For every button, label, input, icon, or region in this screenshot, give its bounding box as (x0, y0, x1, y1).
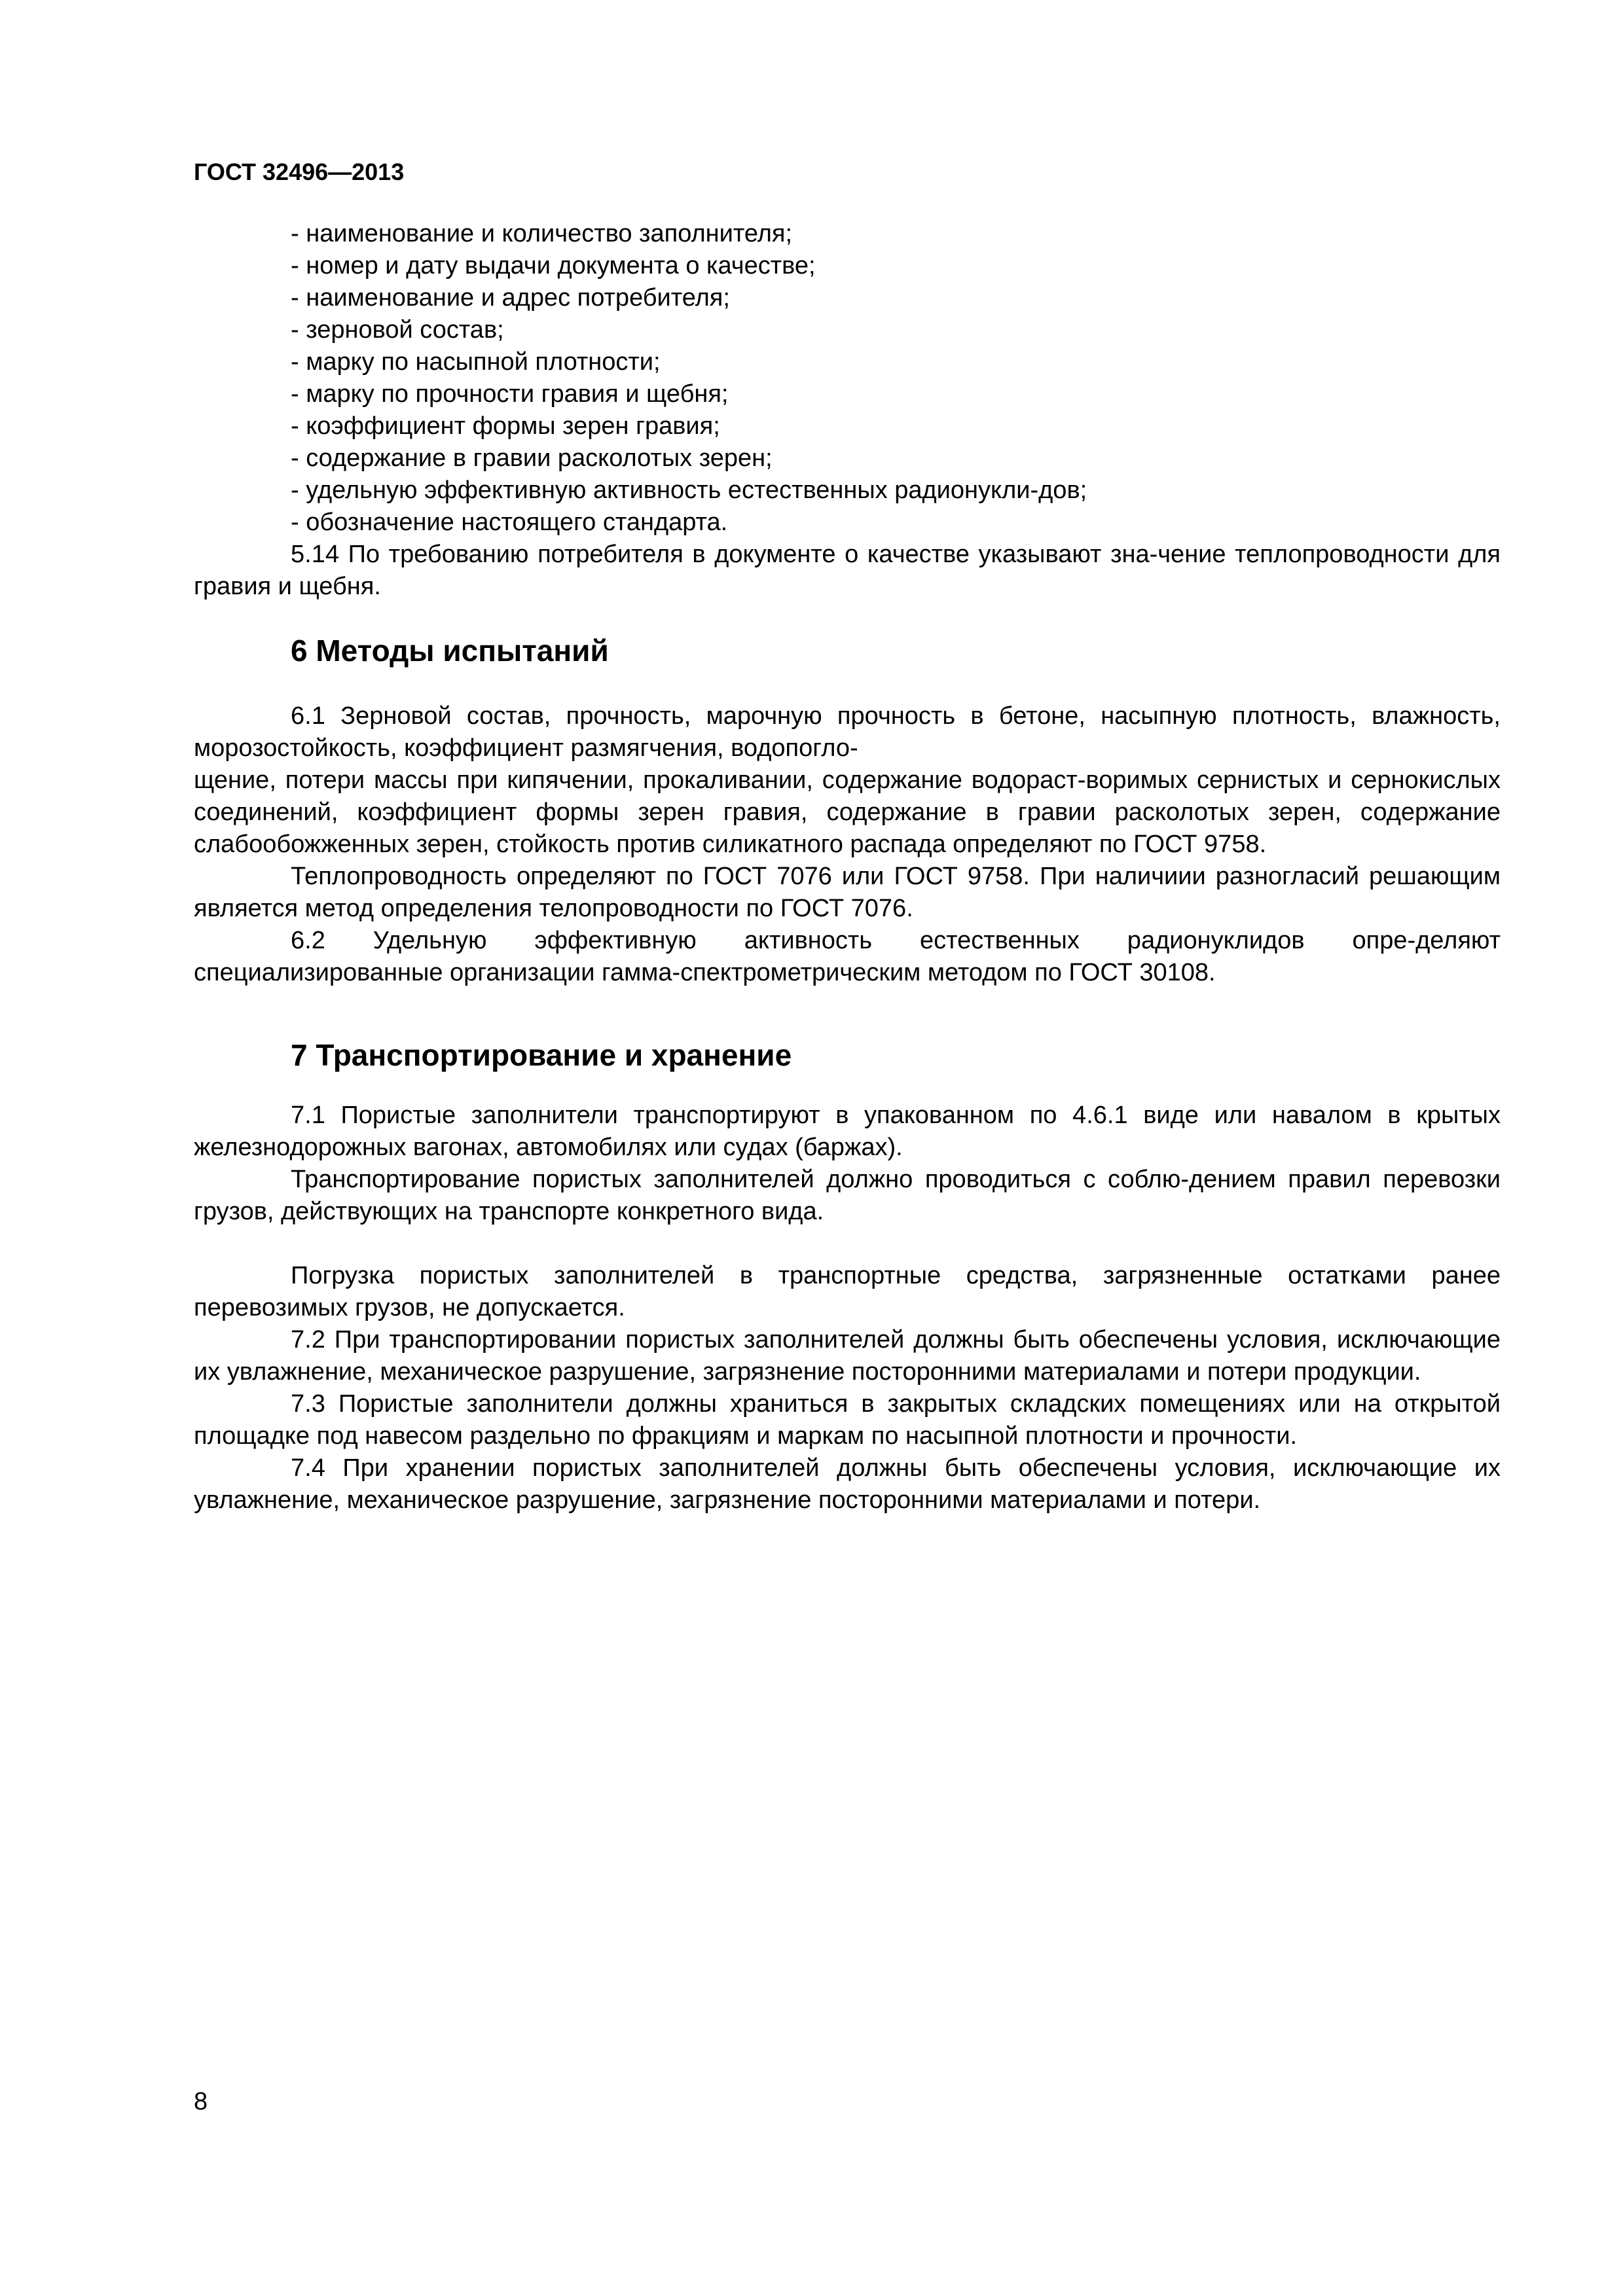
list-item: - наименование и адрес потребителя; (291, 284, 730, 312)
clause-7-2-paragraph: 7.2 При транспортировании пористых заполнителей должны быть обеспечены условия, исключающие их увлажнение, механическое разрушение, загрязнение посторонними материалами и потери продукции. (194, 1326, 1501, 1386)
clause-5-14-paragraph: 5.14 По требованию потребителя в документе о качестве указывают зна-чение теплопроводности для гравия и щебня. (194, 541, 1501, 600)
list-item: - зерновой состав; (291, 316, 504, 344)
list-item: - номер и дату выдачи документа о качестве; (291, 252, 816, 279)
section-6-heading: 6 Методы испытаний (291, 634, 609, 668)
section-7-body (194, 1100, 1501, 1516)
paragraph-gap (194, 1228, 1501, 1260)
clause-7-4-paragraph: 7.4 При хранении пористых заполнителей должны быть обеспечены условия, исключающие их увлажнение, механическое разрушение, загрязнение посторонними материалами и потери. (194, 1454, 1501, 1514)
clause-6-1-paragraph: 6.1 Зерновой состав, прочность, марочную прочность в бетоне, насыпную плотность, влажность, морозостойкость, коэффициент размягчения, водопогло- (194, 702, 1501, 762)
list-item: - обозначение настоящего стандарта. (291, 509, 728, 536)
list-item: - коэффициент формы зерен гравия; (291, 412, 720, 440)
list-item: - удельную эффективную активность естественных радионукли-дов; (291, 476, 1087, 504)
clause-6-2-paragraph: 6.2 Удельную эффективную активность естественных радионуклидов опре-деляют специализированные организации гамма-спектрометрическим методом по ГОСТ 30108. (194, 927, 1501, 986)
list-item: - содержание в гравии расколотых зерен; (291, 444, 773, 472)
document-details-list (291, 218, 1087, 539)
thermal-conductivity-paragraph: Теплопроводность определяют по ГОСТ 7076 или ГОСТ 9758. При наличиии разногласий решающим является метод определения телопроводности по ГОСТ 7076. (194, 863, 1501, 922)
document-code-header: ГОСТ 32496—2013 (194, 158, 405, 185)
clause-5-14-block (194, 539, 1501, 603)
transport-rules-paragraph: Транспортирование пористых заполнителей должно проводиться с соблю-дением правил перевозки грузов, действующих на транспорте конкретного вида. (194, 1166, 1501, 1225)
list-item: - марку по прочности гравия и щебня; (291, 380, 729, 408)
page-number: 8 (194, 2088, 208, 2115)
list-item: - наименование и количество заполнителя; (291, 220, 793, 247)
list-item: - марку по насыпной плотности; (291, 348, 661, 376)
section-6-body (194, 700, 1501, 989)
clause-7-3-paragraph: 7.3 Пористые заполнители должны храниться в закрытых складских помещениях или на открытой площадке под навесом раздельно по фракциям и маркам по насыпной плотности и прочности. (194, 1390, 1501, 1450)
section-7-heading: 7 Транспортирование и хранение (291, 1038, 792, 1072)
clause-7-1-paragraph: 7.1 Пористые заполнители транспортируют в упакованном по 4.6.1 виде или навалом в крытых железнодорожных вагонах, автомобилях или судах (баржах). (194, 1102, 1501, 1161)
clause-6-1-continuation: щение, потери массы при кипячении, прокаливании, содержание водораст-воримых сернистых и сернокислых соединений, коэффициент формы зерен гравия, содержание в гравии расколотых зерен, содержание слабообожженных зерен, стойкость против силикатного распада определяют по ГОСТ 9758. (194, 766, 1501, 858)
loading-paragraph: Погрузка пористых заполнителей в транспортные средства, загрязненные остатками ранее перевозимых грузов, не допускается. (194, 1262, 1501, 1321)
